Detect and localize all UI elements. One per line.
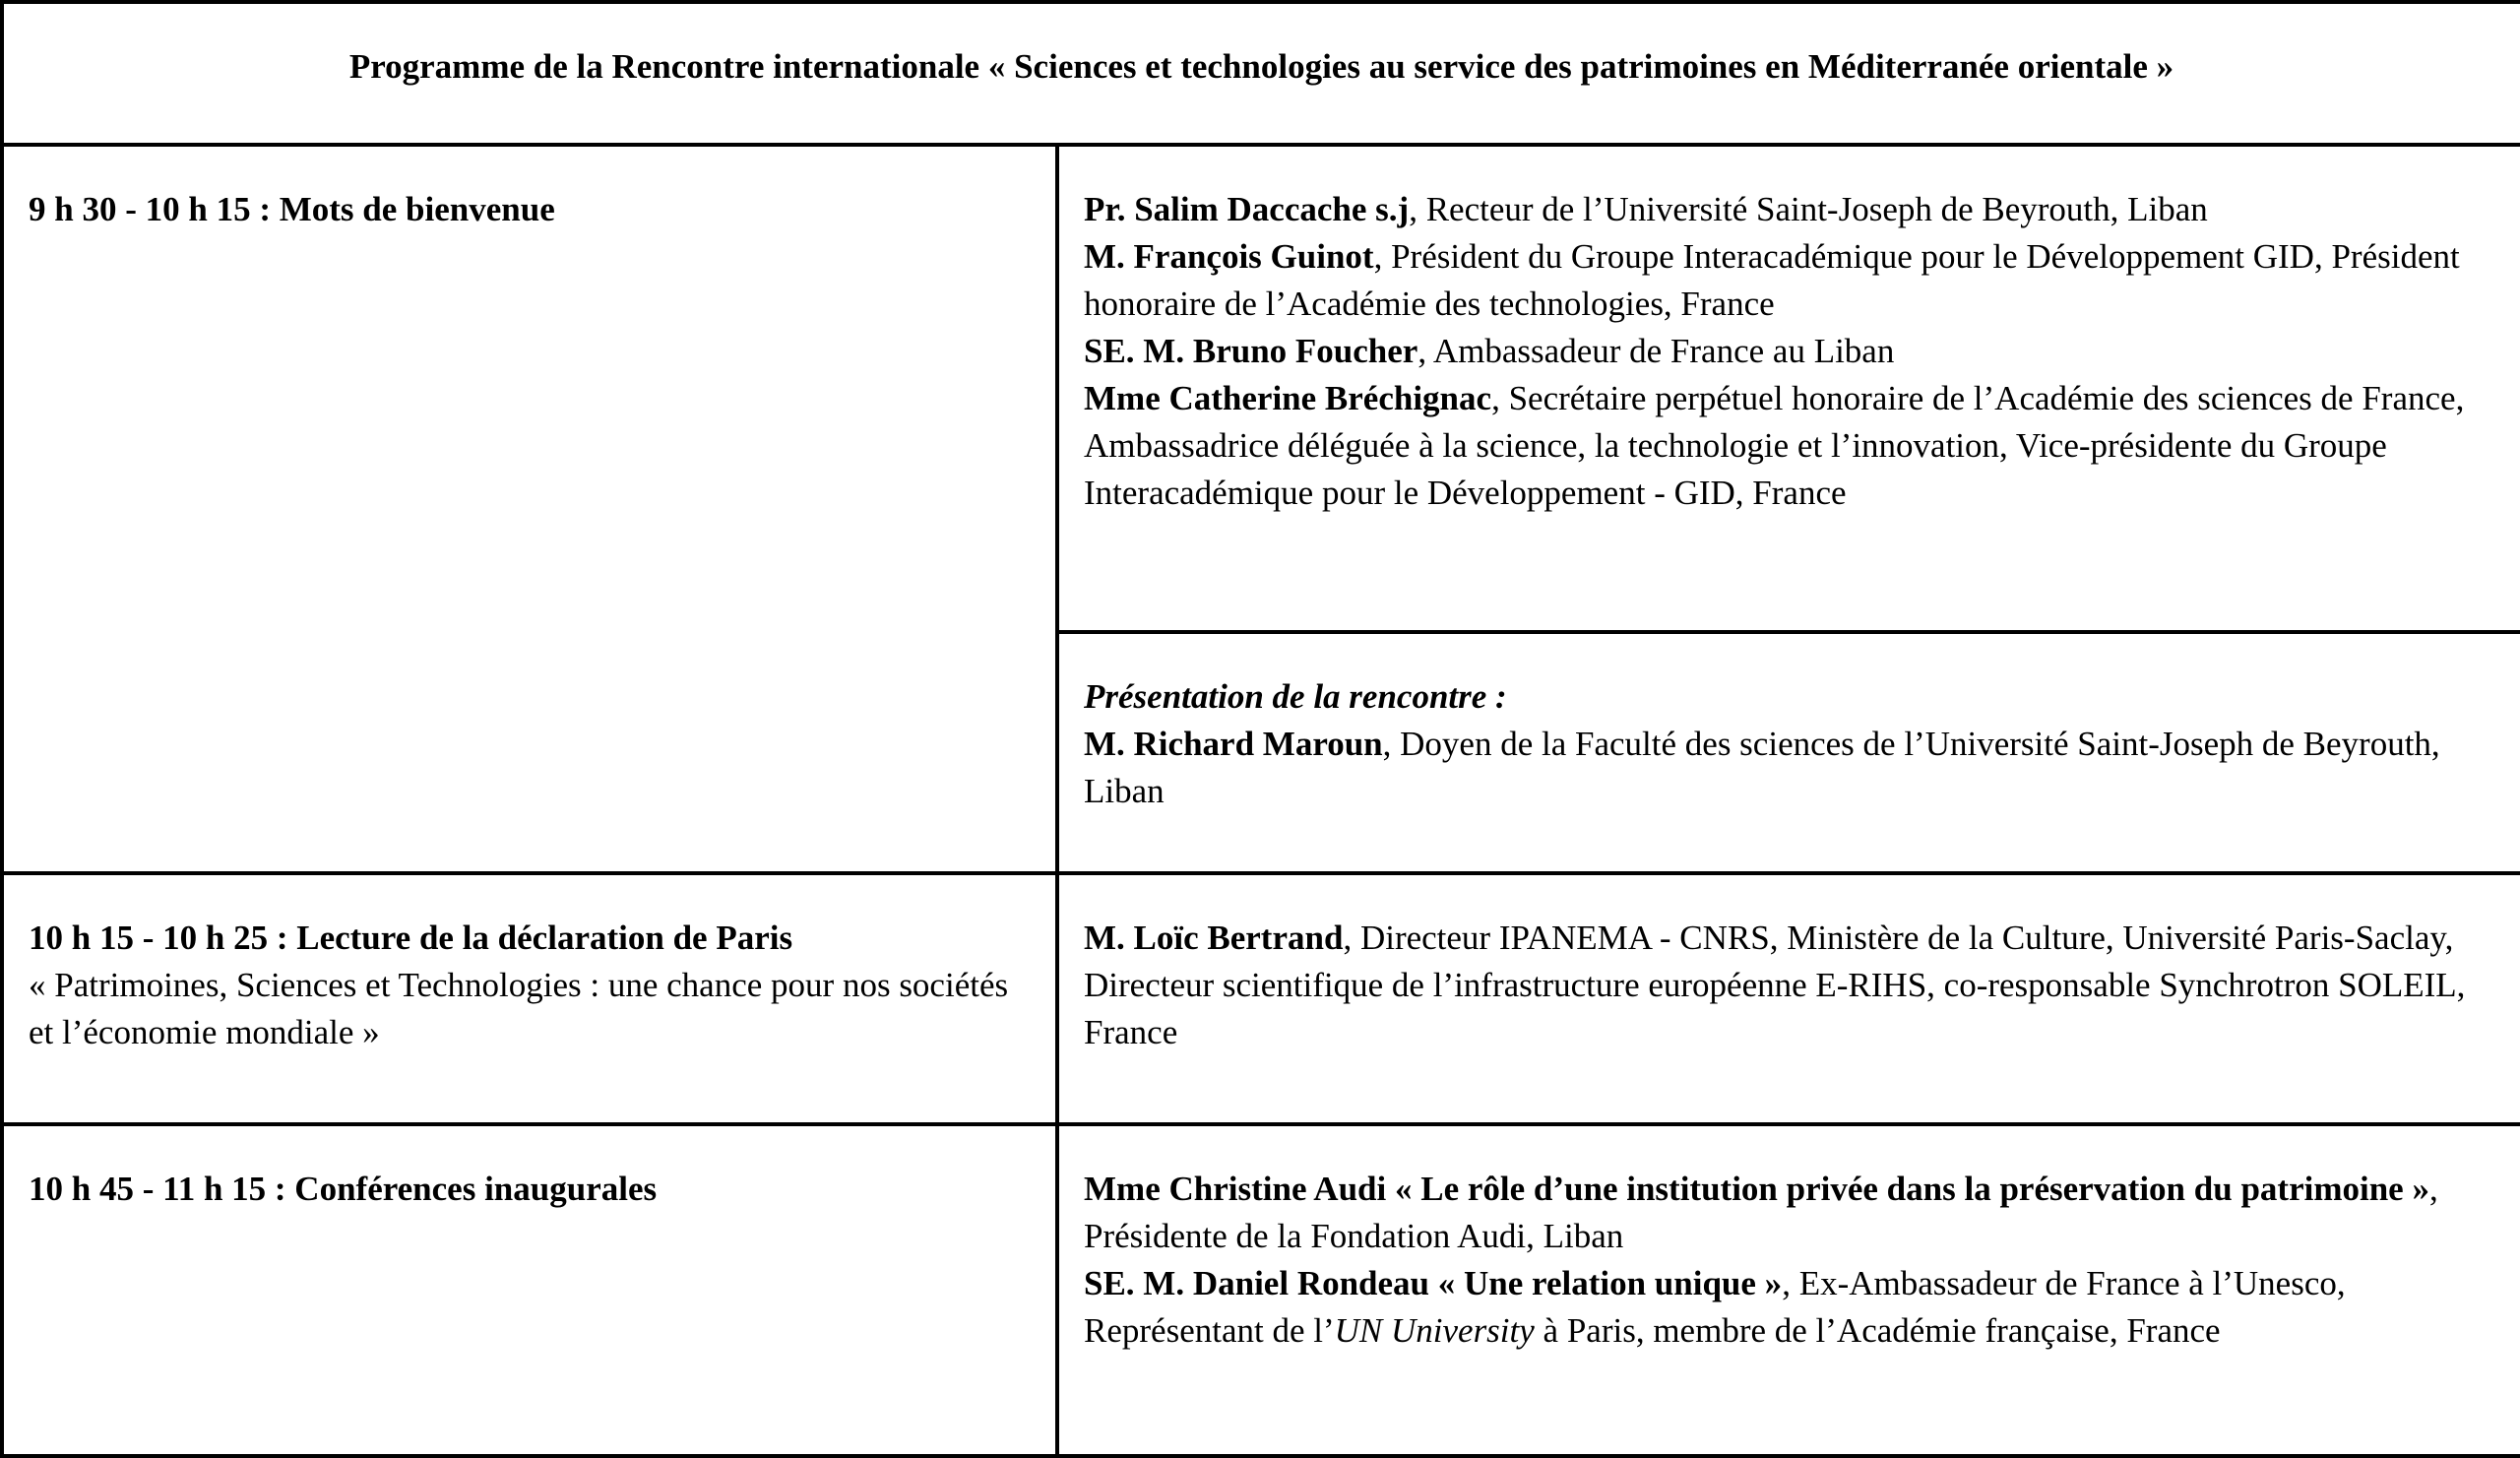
speaker-desc: , Recteur de l’Université Saint-Joseph de Beyrouth, Liban: [1409, 190, 2208, 228]
speaker-name: Pr. Salim Daccache s.j: [1084, 190, 1410, 228]
declaration-subtitle: « Patrimoines, Sciences et Technologies : une chance pour nos sociétés et l’économie mondiale »: [29, 966, 1009, 1051]
time-cell-conferences: [2, 1124, 1057, 1456]
speaker-entry: [1084, 233, 2494, 328]
speaker-name: M. François Guinot: [1084, 237, 1374, 276]
speaker-name: SE. M. Daniel Rondeau « Une relation unique »: [1084, 1264, 1783, 1302]
speaker-entry: [1084, 1260, 2494, 1355]
speakers-cell-welcome: [1057, 145, 2520, 632]
speaker-desc: , Directeur IPANEMA - CNRS, Ministère de la Culture, Université Paris-Saclay, Directeur scientifique de l’infrastructure européenne E-RIHS, co-responsable Synchrotron SOLEIL, France: [1084, 919, 2466, 1051]
time-label-declaration: 10 h 15 - 10 h 25 : Lecture de la déclaration de Paris: [29, 919, 793, 957]
speaker-desc: , Secrétaire perpétuel honoraire de l’Académie des sciences de France, Ambassadrice déléguée à la science, la technologie et l’innovation, Vice-présidente du Groupe Interacadémique pour le Développement - GID, France: [1084, 379, 2465, 512]
speaker-desc: à Paris, membre de l’Académie française, France: [1534, 1311, 2221, 1350]
speaker-entry: [1084, 721, 2494, 815]
speaker-entry: [1084, 186, 2494, 233]
speaker-entry: [1084, 328, 2494, 375]
speakers-cell-conferences: [1057, 1124, 2520, 1456]
speaker-desc: , Présidente de la Fondation Audi, Liban: [1084, 1170, 2438, 1255]
speaker-name: Mme Catherine Bréchignac: [1084, 379, 1492, 417]
speaker-name: M. Richard Maroun: [1084, 725, 1383, 763]
time-label-welcome: 9 h 30 - 10 h 15 : Mots de bienvenue: [29, 190, 555, 228]
speaker-desc: , Ambassadeur de France au Liban: [1418, 332, 1895, 370]
speaker-entry: [1084, 1166, 2494, 1260]
speaker-desc-italic: UN University: [1334, 1311, 1535, 1350]
time-label-conferences: 10 h 45 - 11 h 15 : Conférences inaugurales: [29, 1170, 658, 1208]
speaker-name: M. Loïc Bertrand: [1084, 919, 1344, 957]
presentation-cell: [1057, 632, 2520, 873]
speaker-desc: , Ex-Ambassadeur de France à l’Unesco, Représentant de l’: [1084, 1264, 2346, 1350]
time-cell-welcome: [2, 145, 1057, 873]
speaker-desc: , Président du Groupe Interacadémique pour le Développement GID, Président honoraire de l’Académie des technologies, France: [1084, 237, 2460, 323]
speaker-entry: [1084, 375, 2494, 517]
presentation-heading: Présentation de la rencontre :: [1084, 677, 1507, 716]
program-title: Programme de la Rencontre internationale « Sciences et technologies au service des patrimoines en Méditerranée orientale »: [348, 47, 2174, 86]
program-title-cell: [2, 2, 2520, 145]
speaker-name: Mme Christine Audi « Le rôle d’une institution privée dans la préservation du patrimoine »: [1084, 1170, 2429, 1208]
time-cell-declaration: [2, 873, 1057, 1124]
speaker-desc: , Doyen de la Faculté des sciences de l’Université Saint-Joseph de Beyrouth, Liban: [1084, 725, 2440, 810]
speaker-entry: [1084, 915, 2494, 1056]
speakers-cell-declaration: [1057, 873, 2520, 1124]
speaker-name: SE. M. Bruno Foucher: [1084, 332, 1418, 370]
